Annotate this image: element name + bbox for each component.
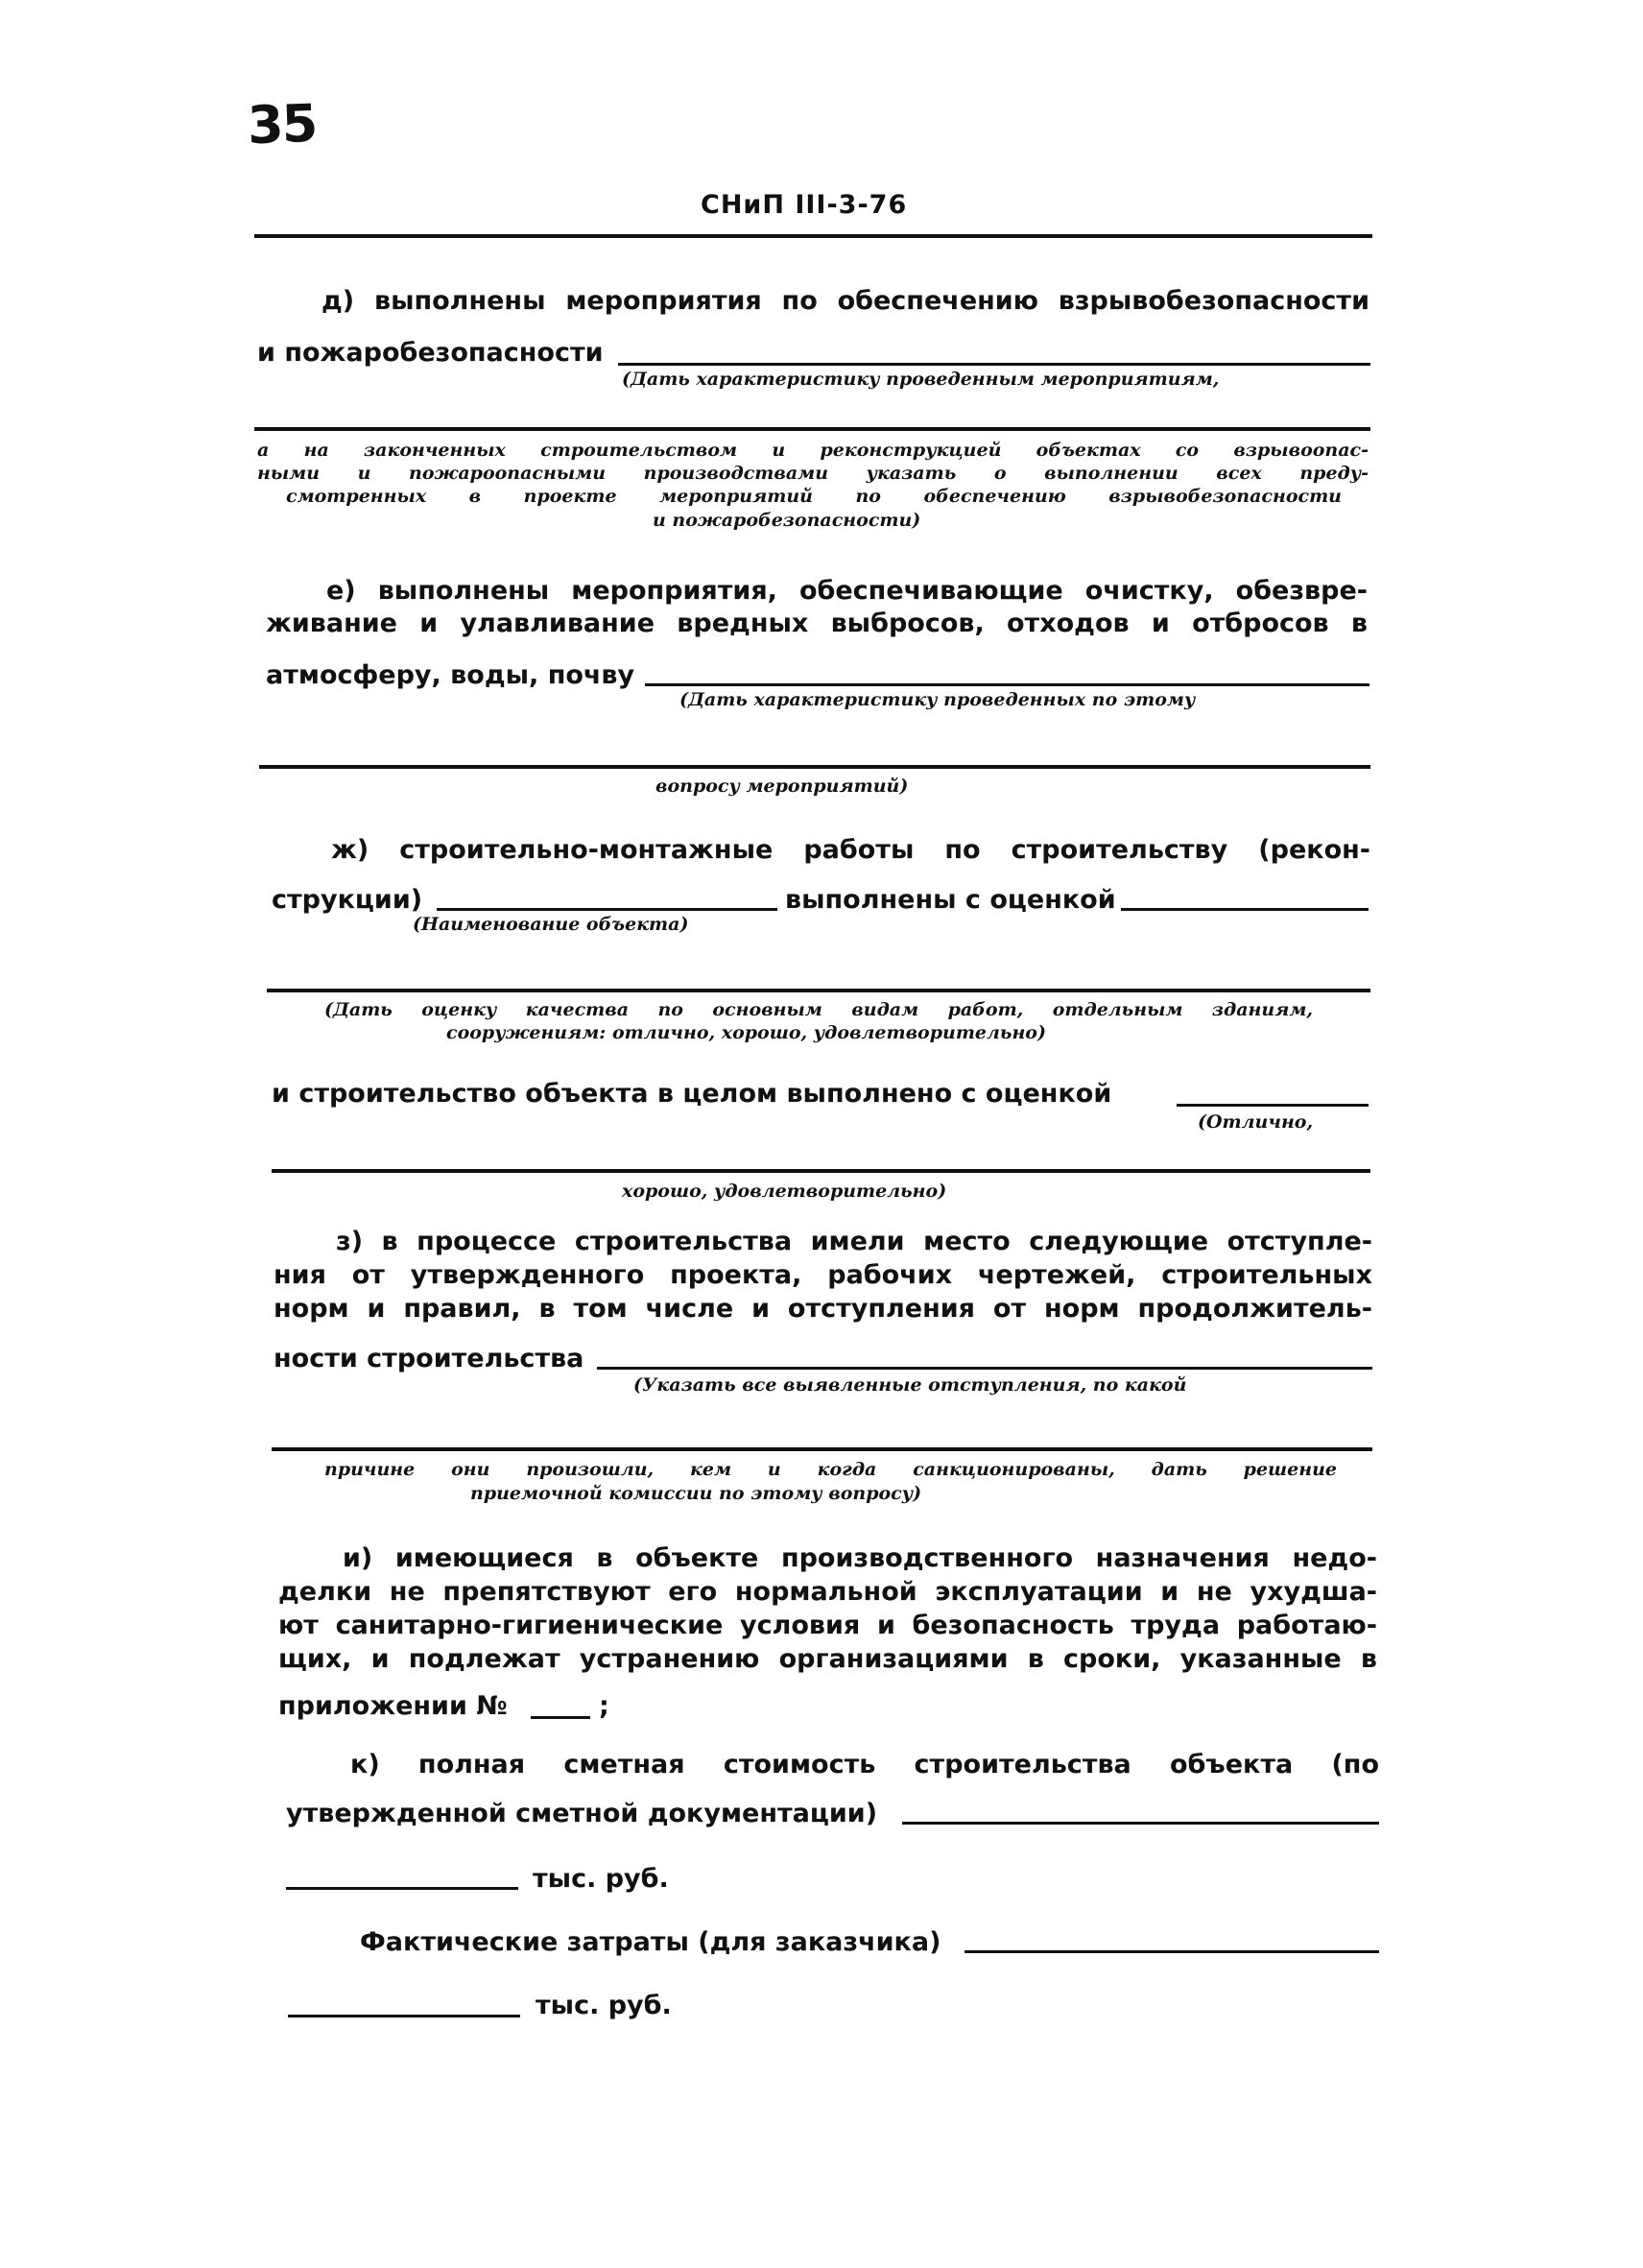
item-k-actual-costs-line[interactable] [964, 1950, 1379, 1953]
item-d-fill-line-2[interactable] [254, 427, 1370, 431]
item-d-line-1: д) выполнены мероприятия по обеспечению взрывобезопасности [321, 286, 1369, 316]
item-e-caption-1: (Дать характеристику проведенных по этому [679, 689, 1196, 710]
item-e-fill-line[interactable] [645, 683, 1369, 686]
item-zh-fill-line-2[interactable] [267, 989, 1370, 992]
item-zh-object-name-line[interactable] [437, 908, 777, 911]
document-code: СНиП III-3-76 [701, 190, 908, 220]
item-d-caption-3: ными и пожароопасными производствами указать о выполнении всех преду- [257, 463, 1369, 484]
item-zh-caption-4: (Отлично, [1198, 1111, 1314, 1133]
item-i-line-3: ют санитарно-гигиенические условия и безопасность труда работаю- [278, 1611, 1377, 1640]
item-e-line-1: е) выполнены мероприятия, обеспечивающие очистку, обезвре- [326, 576, 1368, 606]
item-i-appendix-number-line[interactable] [531, 1716, 590, 1719]
item-k-estimate-amount-line[interactable] [286, 1887, 518, 1890]
header-rule [254, 234, 1372, 238]
item-zh-caption-3: сооружениям: отлично, хорошо, удовлетворительно) [446, 1022, 1046, 1043]
item-e-line-3: атмосферу, воды, почву [266, 660, 635, 690]
item-k-unit-1: тыс. руб. [533, 1864, 669, 1894]
item-k-unit-2: тыс. руб. [536, 1991, 672, 2020]
item-zh-fill-line-3[interactable] [272, 1169, 1370, 1173]
item-i-line-4: щих, и подлежат устранению организациями в сроки, указанные в [278, 1644, 1377, 1674]
item-zh-grade-line[interactable] [1121, 908, 1369, 911]
item-d-fill-line[interactable] [618, 363, 1370, 366]
item-e-line-2: живание и улавливание вредных выбросов, отходов и отбросов в [266, 609, 1368, 638]
item-zh-caption-1: (Наименование объекта) [413, 914, 689, 935]
item-e-fill-line-2[interactable] [259, 765, 1370, 769]
item-k-line-3: Фактические затраты (для заказчика) [360, 1927, 941, 1957]
item-i-line-5-end: ; [599, 1691, 609, 1721]
item-i-line-1: и) имеющиеся в объекте производственного назначения недо- [343, 1543, 1377, 1573]
item-z-caption-3: приемочной комиссии по этому вопросу) [470, 1483, 922, 1504]
page-number: 35 [246, 92, 318, 156]
item-d-caption-2: а на законченных строительством и реконструкцией объектах со взрывоопас- [257, 440, 1369, 461]
item-k-actual-amount-line[interactable] [288, 2015, 520, 2017]
item-k-line-2: утвержденной сметной документации) [286, 1799, 878, 1828]
item-z-caption-2: причине они произошли, кем и когда санкционированы, дать решение [324, 1459, 1337, 1480]
item-zh-total-grade-line[interactable] [1177, 1104, 1369, 1107]
item-zh-caption-2: (Дать оценку качества по основным видам работ, отдельным зданиям, [324, 999, 1313, 1020]
item-e-caption-2: вопросу мероприятий) [655, 776, 909, 797]
item-d-line-2: и пожаробезопасности [257, 338, 604, 368]
item-z-line-1: з) в процессе строительства имели место следующие отступле- [336, 1227, 1372, 1256]
item-z-fill-line-2[interactable] [272, 1447, 1372, 1451]
item-k-line-1: к) полная сметная стоимость строительства объекта (по [350, 1750, 1379, 1779]
item-z-fill-line[interactable] [597, 1367, 1372, 1370]
item-zh-line-2b: выполнены с оценкой [785, 885, 1116, 915]
item-i-line-2: делки не препятствуют его нормальной эксплуатации и не ухудша- [278, 1577, 1377, 1607]
item-z-line-4: ности строительства [274, 1344, 584, 1373]
item-d-caption-4: смотренных в проекте мероприятий по обеспечению взрывобезопасности [286, 486, 1342, 507]
item-zh-line-2a: струкции) [272, 885, 423, 915]
item-zh-line-3: и строительство объекта в целом выполнено с оценкой [272, 1079, 1112, 1109]
item-k-estimate-line[interactable] [902, 1822, 1379, 1825]
item-z-line-2: ния от утвержденного проекта, рабочих чертежей, строительных [274, 1260, 1372, 1290]
item-d-caption-5: и пожаробезопасности) [653, 510, 921, 531]
item-z-line-3: норм и правил, в том числе и отступления от норм продолжитель- [274, 1294, 1372, 1324]
item-z-caption-1: (Указать все выявленные отступления, по какой [633, 1374, 1187, 1396]
item-i-line-5: приложении № [278, 1691, 508, 1721]
item-zh-caption-5: хорошо, удовлетворительно) [622, 1181, 947, 1202]
item-d-caption-1: (Дать характеристику проведенным мероприятиям, [622, 369, 1220, 390]
item-zh-line-1: ж) строительно-монтажные работы по строительству (рекон- [331, 835, 1370, 865]
